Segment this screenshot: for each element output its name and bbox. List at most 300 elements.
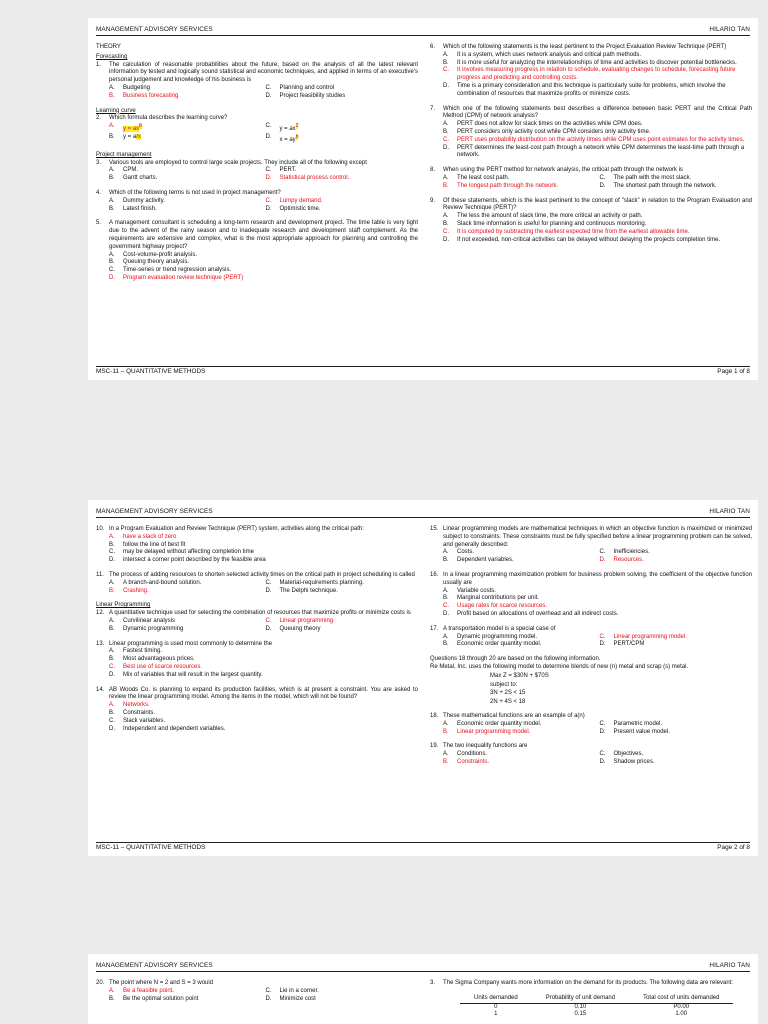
option-text [457,557,596,565]
question [96,115,418,144]
answer-option [109,996,262,1004]
option-text [457,83,752,99]
option-letter: A. [443,174,449,181]
option-label: Networks. [123,702,150,709]
option-label: Minimize cost [279,995,316,1002]
question-text: Linear programming is used most commonly to determine the [109,640,273,647]
option-letter: D. [443,144,449,151]
option-label: PERT/CPM [613,641,645,648]
option-letter: C. [599,751,606,758]
demand-table [460,995,733,1019]
question-text: The Sigma Company wants more information on the demand for its products. The following data are relevant: [443,980,734,986]
option-text [280,626,419,634]
page-3 [88,954,758,1024]
question-number: 11. [96,571,104,578]
option-letter: A. [443,633,449,640]
answer-option-correct [443,67,752,83]
question-text: Linear programming models are mathematical techniques in which an objective function is maximized or minimized subject to constraints. These constraints must be fully specified before a linear programming problem can be solved, and generally described: [443,526,752,548]
question-stem [430,980,752,988]
answer-option [600,721,753,729]
option-label: Program evaluation review technique (PERT) [123,274,244,281]
answer-option [443,557,596,565]
answer-option [266,588,419,596]
option-letter: A. [109,84,115,91]
footer-course: MSC-11 – QUANTITATIVE METHODS [96,367,206,375]
option-letter: D. [265,625,272,632]
option-label: follow the line of best fit [123,541,186,548]
option-letter: D. [599,557,606,564]
option-letter: D. [599,182,606,189]
table-row [460,1003,733,1011]
answer-option [600,549,753,557]
option-text [457,137,752,145]
question [96,526,418,565]
answer-options [96,198,418,214]
option-text [123,710,418,718]
option-letter: D. [443,236,449,243]
option-letter: B. [109,175,115,182]
option-label: Linear programming model. [613,633,687,640]
option-text [614,759,753,767]
question [96,687,418,734]
option-letter: C. [109,663,115,670]
answer-option [600,175,753,183]
demand-table-heading: Total cost of units demanded [629,995,733,1003]
option-text [123,175,262,183]
option-text [457,52,752,60]
answer-option [266,580,419,588]
option-label: Most advantageous prices. [123,656,195,663]
question-text: A transportation model is a special case of [443,625,556,632]
option-label: intersect a corner point described by the feasible area [123,557,266,564]
question-stem [96,610,418,618]
option-label: It involves measuring progress in relation to schedule, evaluating changes to schedule, forecasting future progress and predicting and controlling costs. [457,67,736,82]
answer-option [109,206,262,214]
answer-option-correct [443,137,752,145]
formula-part: y = a [123,133,137,140]
demand-table-header [460,995,733,1003]
option-label: The Delphi technique. [279,587,338,594]
answer-options [430,175,752,191]
option-label: Material-requirements planning. [279,579,364,586]
option-label: Crashing. [123,587,149,594]
option-text [457,751,596,759]
option-letter: B. [443,758,449,765]
option-letter: B. [443,59,449,66]
option-text [123,198,262,206]
question [430,106,752,161]
option-text [123,557,418,565]
model-line: 2N + 4S < 18 [490,699,526,706]
option-text [280,85,419,93]
answer-option-correct [443,229,752,237]
table-cell: 0 [494,1003,498,1010]
option-text [614,183,753,191]
question-number: 2. [96,115,102,122]
question-stem [96,641,418,649]
question-text: These mathematical functions are an example of a(n) [443,712,585,719]
option-text [457,595,752,603]
option-text [280,134,419,145]
answer-option [266,167,419,175]
question-text: Which formula describes the learning curve? [109,115,228,122]
option-text [457,588,752,596]
question [430,572,752,619]
option-label: Cost-volume-profit analysis. [123,251,198,258]
option-label: Present value model. [613,728,670,735]
option-text [614,175,753,183]
answer-option [109,542,418,550]
formula-exponent: b [295,133,299,140]
option-text [457,549,596,557]
answer-option [266,134,419,145]
option-letter: A. [109,617,115,624]
question-stem [430,198,752,214]
demand-table-heading: Units demanded [460,995,532,1003]
option-letter: B. [109,587,115,594]
option-label: A branch-and-bound solution. [123,579,202,586]
option-label: y = ax [279,126,296,133]
model-line: 3N + 2S < 15 [490,690,526,697]
option-label: y = ax [123,126,140,133]
question-text: Which of the following statements is the least pertinent to the Project Evaluation Review Technique (PERT) [443,44,727,50]
option-label: PERT determines the least-cost path through a network while CPM determines the least-time path through a network. [457,144,745,159]
question [430,526,752,565]
answer-option [443,129,752,137]
option-text [457,759,596,767]
answer-option-correct [109,275,418,283]
option-letter: B. [109,709,115,716]
option-label: Linear programming model. [457,728,531,735]
section-heading: Project management [96,151,152,158]
option-text [457,129,752,137]
option-text [123,618,262,626]
option-letter: C. [599,720,606,727]
page-2 [88,500,758,856]
option-text [280,123,419,134]
answer-options [430,634,752,650]
question-stem [96,980,418,988]
demand-table-heading: Probability of unit demand [532,995,629,1003]
question-number: 6. [430,44,436,50]
formula-highlight: /x [136,133,141,140]
option-letter: B. [109,625,115,632]
option-label: Objectives. [613,751,644,758]
option-label: Slack variables. [123,717,166,724]
answer-option-correct [443,183,596,191]
option-letter: B. [443,182,449,189]
question-number: 12. [96,610,105,617]
option-letter: D. [443,610,449,617]
question [96,190,418,213]
header-subject: MANAGEMENT ADVISORY SERVICES [96,508,213,515]
question-number: 18. [430,712,439,719]
option-label: Dependent variables. [457,557,514,564]
answer-option [443,634,596,642]
answer-option [443,721,596,729]
option-text [123,726,418,734]
option-label: PERT does not allow for slack times on the activities while CPM does. [457,121,643,128]
option-text [123,626,262,634]
option-label: Be the optimal solution point [123,995,199,1002]
option-label: Profit based on allocations of overhead and all indirect costs. [457,610,619,617]
answer-options [96,580,418,596]
option-letter: C. [109,717,115,724]
question-text: The point where N = 2 and S = 3 would [109,980,214,986]
option-letter: C. [109,267,115,274]
option-label: Parametric model. [613,720,663,727]
option-letter: B. [109,995,115,1002]
question [430,167,752,190]
option-text [457,603,752,611]
option-text [457,175,596,183]
option-text [123,588,262,596]
option-letter: A. [443,51,449,58]
option-label: Time-series or trend regression analysis. [123,267,232,274]
page-header [96,962,750,972]
footer-page-number: Page 1 of 8 [717,367,750,375]
answer-option [109,626,262,634]
table-cell: P0.00 [673,1003,690,1010]
question-number: 3. [430,980,436,986]
option-label: Lumpy demand. [279,197,323,204]
table-cell: 0.15 [574,1011,587,1018]
answer-options [430,549,752,565]
option-letter: C. [109,549,115,556]
option-text [123,656,418,664]
option-label: Slack time information is useful for planning and continuous monitoring. [457,220,647,227]
option-letter: D. [599,641,606,648]
option-letter: A. [109,579,115,586]
option-letter: A. [443,587,449,594]
footer-page-number: Page 2 of 8 [717,843,750,851]
option-letter: B. [109,259,115,266]
option-letter: B. [443,557,449,564]
option-letter: A. [443,213,449,220]
answer-option [443,751,596,759]
option-label: The shortest path through the network. [613,182,717,189]
answer-option [109,648,418,656]
option-label: Mix of variables that will result in the largest quantity. [123,671,263,678]
question-stem [430,713,752,721]
option-text [614,634,753,642]
option-label: Queuing theory [279,625,321,632]
option-letter: B. [443,728,449,735]
table-row [460,1011,733,1019]
theory-heading: THEORY [96,44,121,50]
option-letter: B. [109,133,115,140]
data-info-block [430,656,752,707]
question-text: In a linear programming maximization problem for business problem solving, the coefficient of the objective function usually are [443,571,752,586]
answer-option-correct [109,588,262,596]
option-letter: D. [265,205,272,212]
option-label: The least cost path. [457,174,510,181]
option-label: Economic order quantity model. [457,641,542,648]
section-heading: Forecasting [96,53,128,60]
answer-options [430,121,752,160]
option-text [123,542,418,550]
option-letter: C. [265,987,272,994]
answer-option [266,988,419,996]
answer-option-correct [109,988,262,996]
answer-option [443,595,752,603]
answer-option [266,626,419,634]
question-number: 15. [430,526,439,532]
answer-option [109,656,418,664]
option-label: Usage rates for scarce resources. [457,603,548,610]
option-text [123,988,262,996]
answer-option-correct [266,198,419,206]
question-stem [430,572,752,588]
header-author: HILARIO TAN [709,508,750,515]
answer-options [96,167,418,183]
answer-option [443,641,596,649]
option-label: Fastest timing. [123,648,163,655]
option-letter: C. [599,633,606,640]
question-text: In a Program Evaluation and Review Technique (PERT) system, activities along the critical path: [109,526,364,532]
question-text: Which one of the following statements best describes a difference between basic PERT and the Critical Path Method (CPM) of network analysis? [443,105,752,120]
question-number: 9. [430,197,436,204]
option-text [123,702,418,710]
option-letter: D. [599,758,606,765]
answer-options [96,988,418,1004]
option-label: Statistical process control. [279,175,350,182]
option-letter: D. [109,274,115,281]
question-text: A quantitative technique used for selecting the combination of resources that maximize profits or minimize costs is [109,610,411,617]
answer-option [443,213,752,221]
question-stem [96,572,418,580]
option-letter: A. [443,121,449,128]
option-letter: B. [443,595,449,602]
option-text [457,229,752,237]
option-letter: C. [443,136,449,143]
answer-option-correct [443,729,596,737]
answer-option [443,83,752,99]
option-label: It is more useful for analyzing the interrelationships of time and activities to discover potential bottlenecks. [457,59,737,66]
question-text: Of these statements, which is the least pertinent to the concept of "slack" in relation to the Program Evaluation and Review Technique (PERT)? [443,197,752,212]
option-letter: D. [265,92,272,99]
option-label: Queuing theory analysis. [123,259,190,266]
question [430,743,752,766]
formula-exponent: 2 [295,123,299,130]
question-number: 3. [96,159,102,166]
option-text [457,611,752,619]
answer-option [109,710,418,718]
option-text [457,183,596,191]
answer-option-correct [109,93,262,101]
option-text [457,634,596,642]
option-text [457,67,752,83]
option-letter: B. [443,220,449,227]
answer-option [109,718,418,726]
option-letter: C. [265,84,272,91]
question-stem [96,160,418,168]
option-letter: A. [443,549,449,556]
answer-option-correct [443,759,596,767]
option-letter: D. [265,175,272,182]
answer-option [600,641,753,649]
question [96,980,418,1003]
question-text: When using the PERT method for network analysis, the critical path through the network is [443,167,683,174]
question-stem [430,106,752,122]
answer-option [109,134,262,145]
option-text [614,729,753,737]
question-stem [430,44,752,52]
answer-options [96,702,418,733]
question-stem [96,115,418,123]
option-text [123,664,418,672]
option-letter: A. [109,123,115,130]
question [96,160,418,183]
answer-option-correct [266,175,419,183]
option-letter: D. [109,725,115,732]
option-label: Economic order quantity model. [457,720,542,727]
option-letter: D. [265,995,272,1002]
option-text [123,549,418,557]
option-label: PERT uses probability distribution on the activity times while CPM uses point estimates for the activity times. [457,136,745,143]
question-stem [430,626,752,634]
option-letter: A. [109,648,115,655]
header-subject: MANAGEMENT ADVISORY SERVICES [96,26,213,33]
question-stem [430,743,752,751]
question-stem [96,220,418,251]
answer-option [600,183,753,191]
footer-course: MSC-11 – QUANTITATIVE METHODS [96,843,206,851]
question-stem [430,167,752,175]
option-label: The longest path through the network. [457,182,559,189]
option-text [614,751,753,759]
answer-option [109,549,418,557]
answer-option [109,259,418,267]
option-letter: C. [265,123,272,130]
option-text [123,252,418,260]
option-label: Dynamic programming [123,625,184,632]
option-label: It is computed by subtracting the earliest expected time from the earliest allowable time. [457,228,690,235]
option-text [280,580,419,588]
option-text [457,641,596,649]
answer-option [443,121,752,129]
option-letter: A. [443,720,449,727]
answer-option [443,52,752,60]
answer-options [430,52,752,99]
page-1 [88,18,758,380]
option-label: Inefficiencies. [613,549,650,556]
lp-model [430,673,752,707]
option-text [123,206,262,214]
option-text [280,198,419,206]
question-number: 13. [96,640,105,647]
answer-option [109,267,418,275]
option-letter: C. [265,579,272,586]
option-label: Latest finish. [123,205,157,212]
option-letter: C. [265,617,272,624]
question [430,713,752,736]
answer-option-correct [109,123,262,134]
option-label: Marginal contributions per unit. [457,595,540,602]
question-stem [96,190,418,198]
option-label: Curvilinear analysis [123,617,176,624]
question [96,610,418,633]
option-letter: C. [443,603,449,610]
question-text: A management consultant is scheduling a long-term research and development project. The time table is very tight due to the advent of the rainy season and to inadequate research and development staff complement. As the requirements are extensive and complex, what is the most appropriate approach for planning and controlling the government highway project? [109,220,418,250]
question-number: 4. [96,189,102,196]
option-text [457,121,752,129]
option-label: PERT considers only activity cost while CPM considers only activity time. [457,128,651,135]
answer-option [266,85,419,93]
answer-option-correct [109,702,418,710]
answer-option [109,85,262,93]
option-label: Lie in a corner. [279,987,319,994]
